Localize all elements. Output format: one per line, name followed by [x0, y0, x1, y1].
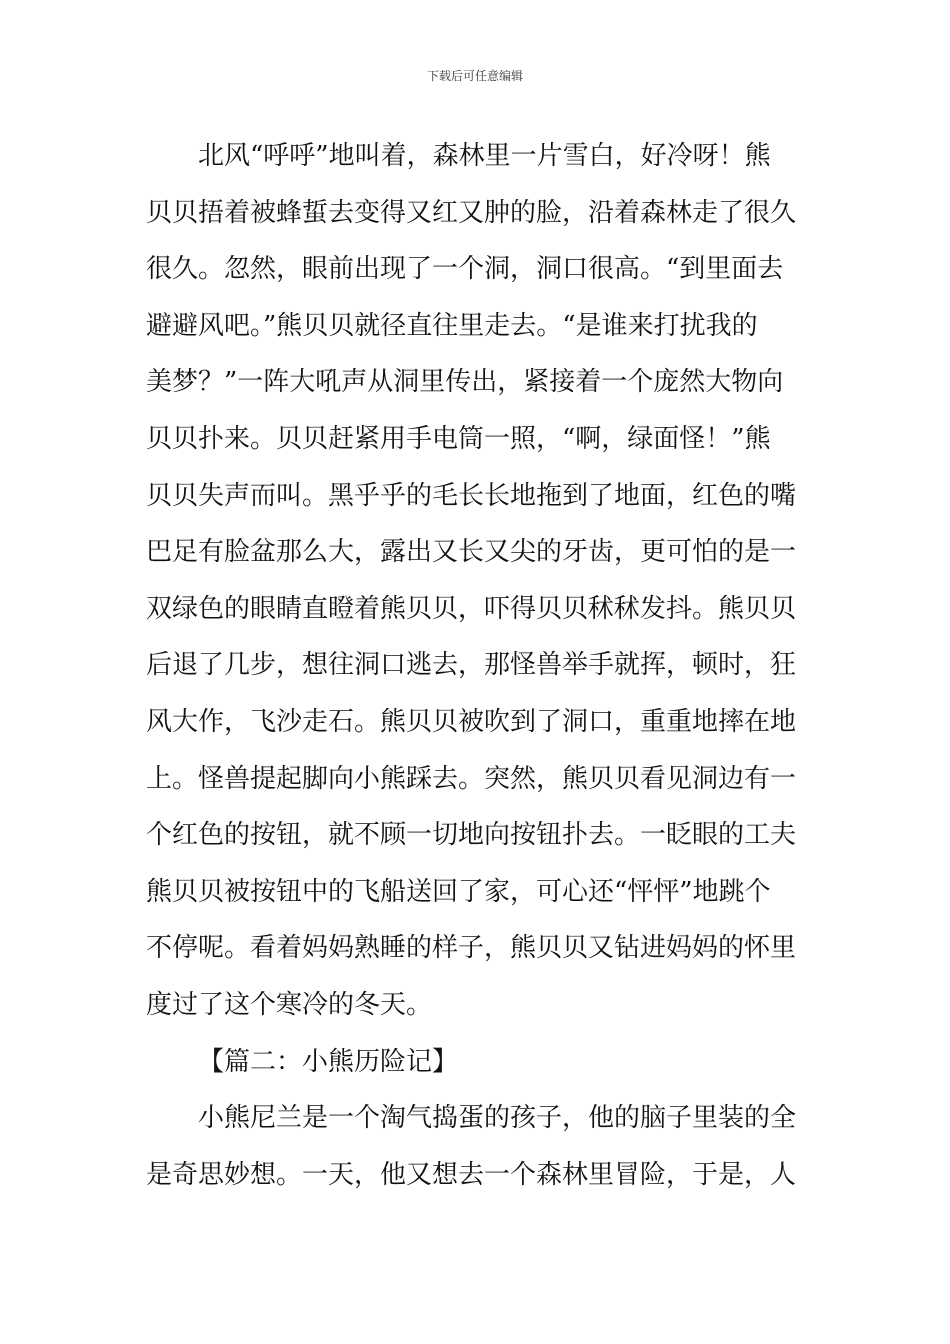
paragraph-line: 个红色的按钮，就不顾一切地向按钮扑去。一眨眼的工夫 [146, 820, 797, 851]
paragraph-line: 贝贝失声而叫。黑乎乎的毛长长地拖到了地面，红色的嘴 [146, 480, 797, 511]
paragraph-line: 美梦？”一阵大吼声从洞里传出，紧接着一个庞然大物向 [146, 367, 784, 398]
paragraph-line: 度过了这个寒冷的冬天。 [146, 989, 433, 1020]
paragraph-line: 上。怪兽提起脚向小熊踩去。突然，熊贝贝看见洞边有一 [146, 763, 797, 794]
paragraph-line: 贝贝扑来。贝贝赶紧用手电筒一照，“啊，绿面怪！”熊 [146, 423, 771, 454]
paragraph-line: 是奇思妙想。一天，他又想去一个森林里冒险，于是，人 [146, 1159, 797, 1190]
paragraph-line: 不停呢。看着妈妈熟睡的样子，熊贝贝又钻进妈妈的怀里 [146, 933, 797, 964]
article-body [146, 128, 806, 1203]
paragraph-line: 贝贝捂着被蜂蜇去变得又红又肿的脸，沿着森林走了很久 [146, 197, 797, 228]
paragraph-line: 后退了几步，想往洞口逃去，那怪兽举手就挥，顿时，狂 [146, 650, 797, 681]
paragraph-line: 风大作，飞沙走石。熊贝贝被吹到了洞口，重重地摔在地 [146, 706, 797, 737]
page-header: 下载后可任意编辑 [426, 69, 523, 83]
paragraph-line: 熊贝贝被按钮中的飞船送回了家，可心还“怦怦”地跳个 [146, 876, 771, 907]
paragraph-line: 北风“呼呼”地叫着，森林里一片雪白，好冷呀！熊 [198, 141, 771, 171]
paragraph-line: 小熊尼兰是一个淘气捣蛋的孩子，他的脑子里装的全 [198, 1103, 797, 1134]
paragraph-line: 避避风吧。”熊贝贝就径直往里走去。“是谁来打扰我的 [146, 310, 758, 341]
paragraph-line: 巴足有脸盆那么大，露出又长又尖的牙齿，更可怕的是一 [146, 537, 797, 568]
paragraph-line: 双绿色的眼睛直瞪着熊贝贝，吓得贝贝秫秫发抖。熊贝贝 [146, 593, 797, 624]
paragraph-line: 很久。忽然，眼前出现了一个洞，洞口很高。“到里面去 [146, 254, 784, 285]
section-heading: 【篇二：小熊历险记】 [198, 1046, 459, 1077]
